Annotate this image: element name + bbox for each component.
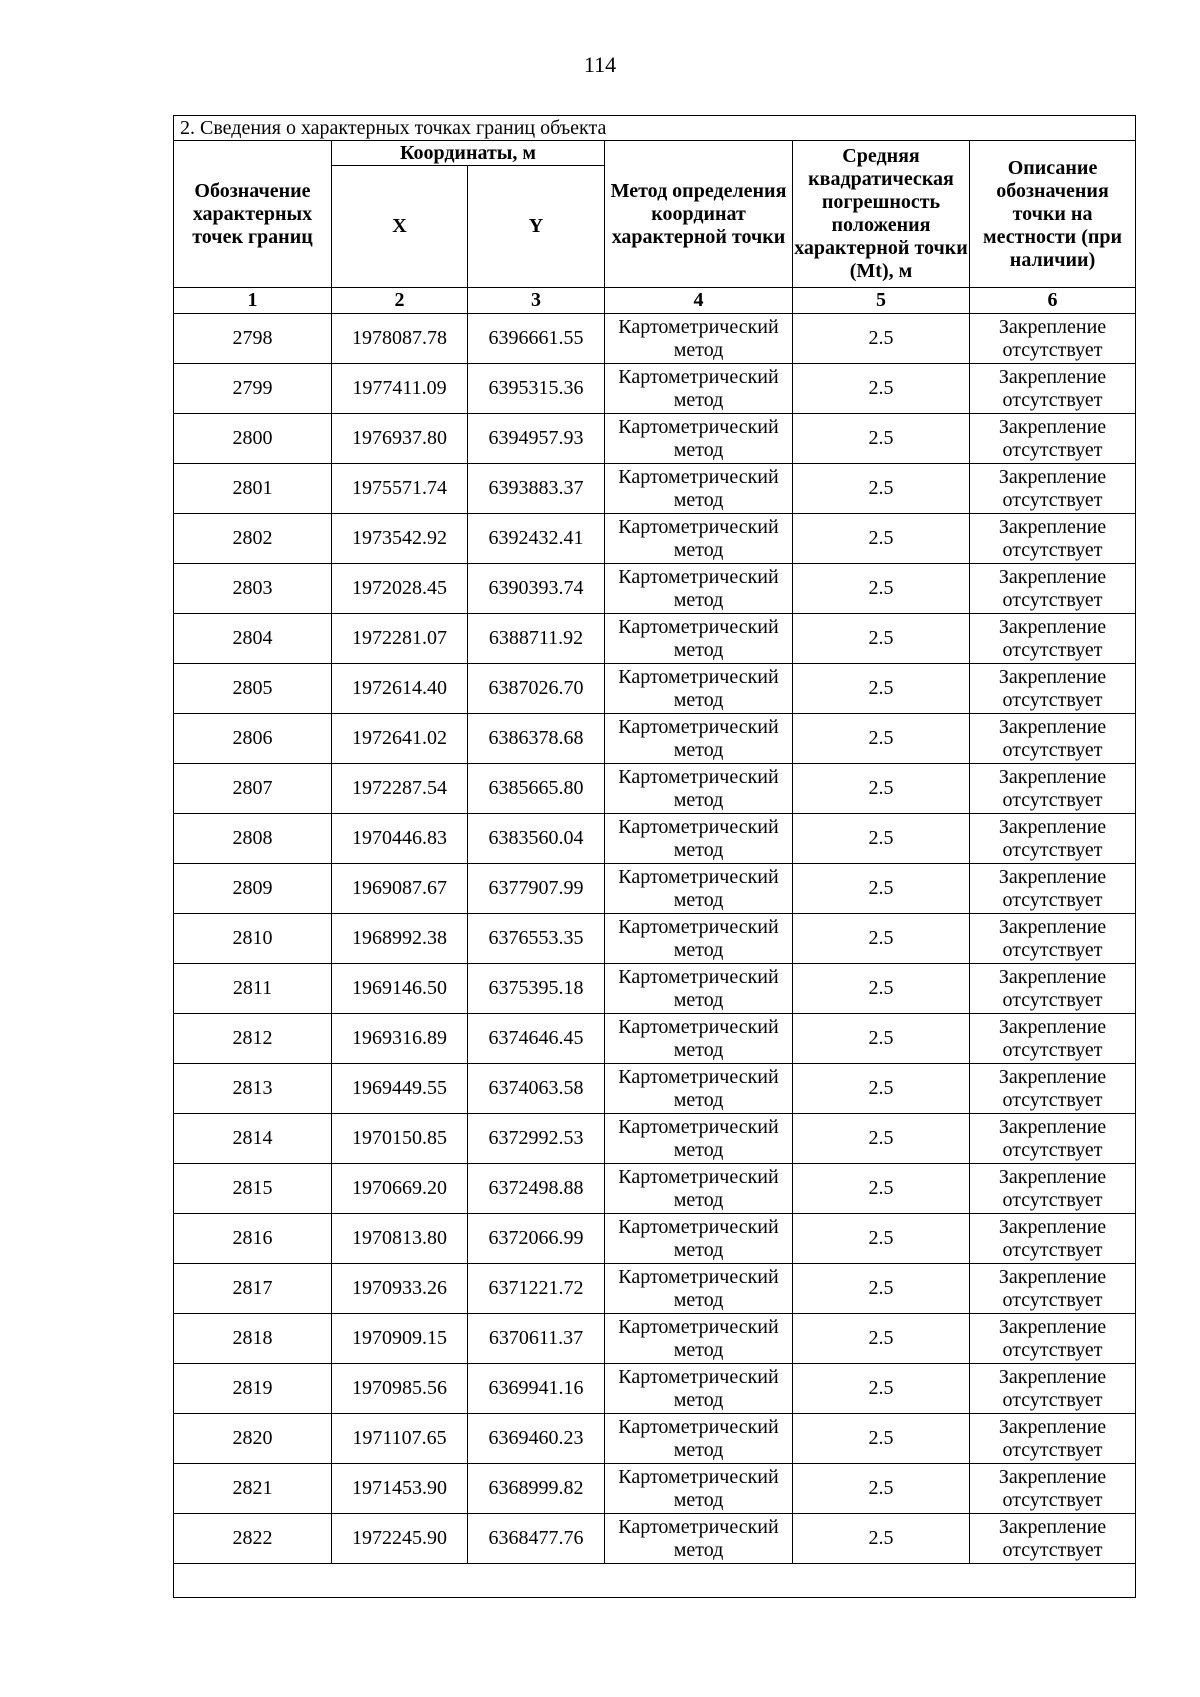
table-row — [174, 914, 1136, 964]
cell-y: 6369460.23 — [468, 1414, 605, 1464]
cell-description: Закрепление отсутствует — [970, 714, 1136, 764]
cell-y: 6390393.74 — [468, 564, 605, 614]
cell-error: 2.5 — [793, 914, 970, 964]
column-number: 5 — [793, 288, 970, 314]
cell-description: Закрепление отсутствует — [970, 364, 1136, 414]
cell-description: Закрепление отсутствует — [970, 864, 1136, 914]
cell-x: 1975571.74 — [332, 464, 468, 514]
cell-error: 2.5 — [793, 1264, 970, 1314]
cell-point: 2799 — [174, 364, 332, 414]
table-row — [174, 864, 1136, 914]
cell-point: 2808 — [174, 814, 332, 864]
cell-point: 2819 — [174, 1364, 332, 1414]
cell-method: Картометрический метод — [605, 1314, 793, 1364]
cell-x: 1972028.45 — [332, 564, 468, 614]
cell-y: 6374646.45 — [468, 1014, 605, 1064]
cell-method: Картометрический метод — [605, 1114, 793, 1164]
cell-description: Закрепление отсутствует — [970, 514, 1136, 564]
cell-description: Закрепление отсутствует — [970, 1264, 1136, 1314]
cell-method: Картометрический метод — [605, 564, 793, 614]
cell-y: 6368477.76 — [468, 1514, 605, 1564]
cell-x: 1977411.09 — [332, 364, 468, 414]
cell-x: 1969087.67 — [332, 864, 468, 914]
cell-description: Закрепление отсутствует — [970, 964, 1136, 1014]
cell-description: Закрепление отсутствует — [970, 764, 1136, 814]
cell-method: Картометрический метод — [605, 464, 793, 514]
header-description: Описание обозначения точки на местности (при наличии) — [970, 141, 1136, 288]
cell-x: 1970985.56 — [332, 1364, 468, 1414]
cell-x: 1970150.85 — [332, 1114, 468, 1164]
page-number: 114 — [583, 52, 617, 77]
cell-error: 2.5 — [793, 714, 970, 764]
column-number: 6 — [970, 288, 1136, 314]
cell-y: 6377907.99 — [468, 864, 605, 914]
table-row — [174, 364, 1136, 414]
cell-description: Закрепление отсутствует — [970, 464, 1136, 514]
cell-error: 2.5 — [793, 364, 970, 414]
cell-description: Закрепление отсутствует — [970, 314, 1136, 364]
cell-point: 2820 — [174, 1414, 332, 1464]
cell-point: 2811 — [174, 964, 332, 1014]
cell-y: 6369941.16 — [468, 1364, 605, 1414]
table-row — [174, 1414, 1136, 1464]
cell-y: 6385665.80 — [468, 764, 605, 814]
table-row — [174, 814, 1136, 864]
cell-point: 2806 — [174, 714, 332, 764]
cell-point: 2800 — [174, 414, 332, 464]
table-row — [174, 714, 1136, 764]
cell-error: 2.5 — [793, 664, 970, 714]
cell-error: 2.5 — [793, 614, 970, 664]
cell-x: 1972281.07 — [332, 614, 468, 664]
boundary-points-table — [173, 115, 1136, 1598]
cell-description: Закрепление отсутствует — [970, 1364, 1136, 1414]
cell-method: Картометрический метод — [605, 364, 793, 414]
cell-error: 2.5 — [793, 1314, 970, 1364]
cell-error: 2.5 — [793, 464, 970, 514]
header-coordinates: Координаты, м — [332, 141, 605, 166]
cell-method: Картометрический метод — [605, 964, 793, 1014]
cell-y: 6392432.41 — [468, 514, 605, 564]
cell-y: 6395315.36 — [468, 364, 605, 414]
cell-point: 2813 — [174, 1064, 332, 1114]
cell-x: 1972287.54 — [332, 764, 468, 814]
cell-method: Картометрический метод — [605, 414, 793, 464]
cell-method: Картометрический метод — [605, 664, 793, 714]
table-caption: 2. Сведения о характерных точках границ объекта — [174, 116, 1136, 141]
table-row — [174, 664, 1136, 714]
cell-method: Картометрический метод — [605, 614, 793, 664]
cell-y: 6383560.04 — [468, 814, 605, 864]
table-row — [174, 1164, 1136, 1214]
cell-method: Картометрический метод — [605, 714, 793, 764]
table-body — [174, 314, 1136, 1564]
cell-error: 2.5 — [793, 414, 970, 464]
cell-point: 2798 — [174, 314, 332, 364]
cell-description: Закрепление отсутствует — [970, 1064, 1136, 1114]
table-row — [174, 1464, 1136, 1514]
cell-point: 2817 — [174, 1264, 332, 1314]
cell-method: Картометрический метод — [605, 1464, 793, 1514]
cell-error: 2.5 — [793, 1364, 970, 1414]
cell-error: 2.5 — [793, 314, 970, 364]
table-row — [174, 414, 1136, 464]
cell-description: Закрепление отсутствует — [970, 614, 1136, 664]
cell-y: 6393883.37 — [468, 464, 605, 514]
cell-point: 2816 — [174, 1214, 332, 1264]
table-row — [174, 1314, 1136, 1364]
cell-y: 6394957.93 — [468, 414, 605, 464]
cell-method: Картометрический метод — [605, 1064, 793, 1114]
cell-method: Картометрический метод — [605, 314, 793, 364]
table-row — [174, 764, 1136, 814]
cell-method: Картометрический метод — [605, 1214, 793, 1264]
cell-method: Картометрический метод — [605, 514, 793, 564]
cell-description: Закрепление отсутствует — [970, 914, 1136, 964]
cell-y: 6372498.88 — [468, 1164, 605, 1214]
cell-y: 6374063.58 — [468, 1064, 605, 1114]
cell-x: 1969449.55 — [332, 1064, 468, 1114]
cell-x: 1970669.20 — [332, 1164, 468, 1214]
cell-point: 2814 — [174, 1114, 332, 1164]
header-error: Средняя квадратическая погрешность положения характерной точки (Mt), м — [793, 141, 970, 288]
cell-description: Закрепление отсутствует — [970, 1014, 1136, 1064]
column-number: 1 — [174, 288, 332, 314]
table-row — [174, 1014, 1136, 1064]
cell-description: Закрепление отсутствует — [970, 1214, 1136, 1264]
cell-point: 2804 — [174, 614, 332, 664]
cell-error: 2.5 — [793, 1014, 970, 1064]
cell-method: Картометрический метод — [605, 1414, 793, 1464]
cell-method: Картометрический метод — [605, 1264, 793, 1314]
cell-error: 2.5 — [793, 764, 970, 814]
cell-description: Закрепление отсутствует — [970, 564, 1136, 614]
table-row — [174, 1114, 1136, 1164]
cell-point: 2818 — [174, 1314, 332, 1364]
cell-x: 1972641.02 — [332, 714, 468, 764]
cell-point: 2805 — [174, 664, 332, 714]
cell-error: 2.5 — [793, 1414, 970, 1464]
cell-description: Закрепление отсутствует — [970, 664, 1136, 714]
cell-method: Картометрический метод — [605, 914, 793, 964]
cell-point: 2809 — [174, 864, 332, 914]
cell-method: Картометрический метод — [605, 814, 793, 864]
cell-y: 6376553.35 — [468, 914, 605, 964]
cell-y: 6387026.70 — [468, 664, 605, 714]
cell-method: Картометрический метод — [605, 764, 793, 814]
cell-x: 1972245.90 — [332, 1514, 468, 1564]
cell-x: 1973542.92 — [332, 514, 468, 564]
cell-x: 1972614.40 — [332, 664, 468, 714]
cell-description: Закрепление отсутствует — [970, 1514, 1136, 1564]
cell-y: 6372066.99 — [468, 1214, 605, 1264]
cell-description: Закрепление отсутствует — [970, 414, 1136, 464]
cell-y: 6375395.18 — [468, 964, 605, 1014]
cell-x: 1970909.15 — [332, 1314, 468, 1364]
table-row — [174, 514, 1136, 564]
table-row — [174, 1214, 1136, 1264]
table-row — [174, 564, 1136, 614]
cell-error: 2.5 — [793, 1064, 970, 1114]
cell-x: 1970446.83 — [332, 814, 468, 864]
table-row — [174, 1264, 1136, 1314]
cell-x: 1971107.65 — [332, 1414, 468, 1464]
table-row — [174, 1364, 1136, 1414]
cell-y: 6370611.37 — [468, 1314, 605, 1364]
cell-x: 1970933.26 — [332, 1264, 468, 1314]
cell-description: Закрепление отсутствует — [970, 1164, 1136, 1214]
table-row — [174, 464, 1136, 514]
cell-x: 1969146.50 — [332, 964, 468, 1014]
cell-y: 6388711.92 — [468, 614, 605, 664]
cell-error: 2.5 — [793, 1214, 970, 1264]
cell-description: Закрепление отсутствует — [970, 1114, 1136, 1164]
column-number: 4 — [605, 288, 793, 314]
cell-y: 6386378.68 — [468, 714, 605, 764]
header-method: Метод определения координат характерной точки — [605, 141, 793, 288]
cell-error: 2.5 — [793, 564, 970, 614]
cell-point: 2810 — [174, 914, 332, 964]
cell-error: 2.5 — [793, 1464, 970, 1514]
cell-method: Картометрический метод — [605, 1364, 793, 1414]
cell-method: Картометрический метод — [605, 1164, 793, 1214]
cell-point: 2812 — [174, 1014, 332, 1064]
header-y: Y — [468, 166, 605, 288]
cell-description: Закрепление отсутствует — [970, 1414, 1136, 1464]
cell-error: 2.5 — [793, 964, 970, 1014]
cell-x: 1970813.80 — [332, 1214, 468, 1264]
cell-point: 2801 — [174, 464, 332, 514]
cell-description: Закрепление отсутствует — [970, 1314, 1136, 1364]
cell-error: 2.5 — [793, 1114, 970, 1164]
cell-point: 2822 — [174, 1514, 332, 1564]
cell-method: Картометрический метод — [605, 1014, 793, 1064]
cell-x: 1968992.38 — [332, 914, 468, 964]
cell-description: Закрепление отсутствует — [970, 814, 1136, 864]
cell-error: 2.5 — [793, 514, 970, 564]
cell-point: 2807 — [174, 764, 332, 814]
cell-y: 6396661.55 — [468, 314, 605, 364]
cell-method: Картометрический метод — [605, 1514, 793, 1564]
cell-y: 6371221.72 — [468, 1264, 605, 1314]
column-number: 3 — [468, 288, 605, 314]
cell-error: 2.5 — [793, 864, 970, 914]
cell-error: 2.5 — [793, 814, 970, 864]
column-number: 2 — [332, 288, 468, 314]
table-row — [174, 1514, 1136, 1564]
table-row — [174, 614, 1136, 664]
cell-x: 1976937.80 — [332, 414, 468, 464]
cell-description: Закрепление отсутствует — [970, 1464, 1136, 1514]
cell-x: 1978087.78 — [332, 314, 468, 364]
column-number-row — [174, 288, 1136, 314]
cell-point: 2815 — [174, 1164, 332, 1214]
table-row — [174, 964, 1136, 1014]
cell-point: 2802 — [174, 514, 332, 564]
cell-y: 6372992.53 — [468, 1114, 605, 1164]
cell-point: 2803 — [174, 564, 332, 614]
header-x: X — [332, 166, 468, 288]
table-row — [174, 314, 1136, 364]
cell-method: Картометрический метод — [605, 864, 793, 914]
cell-point: 2821 — [174, 1464, 332, 1514]
cell-x: 1969316.89 — [332, 1014, 468, 1064]
cell-error: 2.5 — [793, 1514, 970, 1564]
cell-y: 6368999.82 — [468, 1464, 605, 1514]
table-row — [174, 1064, 1136, 1114]
cell-error: 2.5 — [793, 1164, 970, 1214]
header-point: Обозначение характерных точек границ — [174, 141, 332, 288]
empty-footer-cell — [174, 1564, 1136, 1598]
empty-footer-row — [174, 1564, 1136, 1598]
cell-x: 1971453.90 — [332, 1464, 468, 1514]
